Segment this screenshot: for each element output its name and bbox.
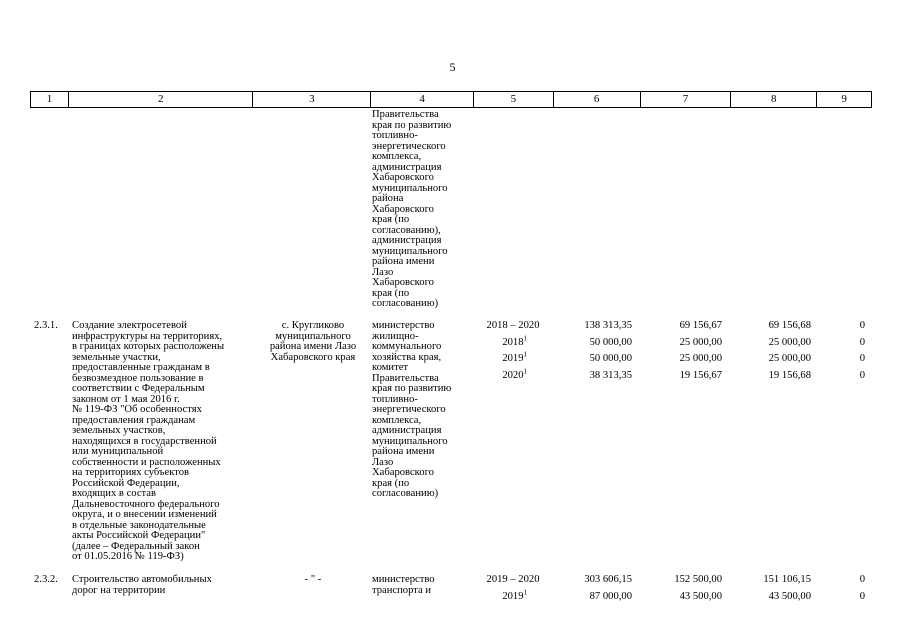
row-other: 0 bbox=[859, 574, 865, 585]
table-header-row bbox=[30, 91, 872, 108]
header-col-7: 7 bbox=[641, 92, 732, 107]
header-col-3: 3 bbox=[253, 92, 371, 107]
row-other: 0 bbox=[859, 353, 865, 364]
row-total: 50 000,00 bbox=[589, 353, 632, 364]
row-executor: министерство жилищно- коммунального хозяйства края, комитет Правительства края по развитию топливно- энергетического комплекса, администрация муниципального района имени Лазо Хабаровского края (по согласованию) bbox=[372, 320, 452, 499]
row-regional: 25 000,00 bbox=[768, 353, 811, 364]
row-regional: 69 156,68 bbox=[768, 320, 811, 331]
row-other: 0 bbox=[859, 320, 865, 331]
header-col-1: 1 bbox=[31, 92, 69, 107]
row-place: - " - bbox=[304, 574, 322, 585]
row-regional: 25 000,00 bbox=[768, 337, 811, 348]
row-total: 303 606,15 bbox=[584, 574, 632, 585]
header-col-2: 2 bbox=[69, 92, 254, 107]
row-federal: 19 156,67 bbox=[679, 370, 722, 381]
row-regional: 151 106,15 bbox=[763, 574, 811, 585]
row-name: Строительство автомобильных дорог на территории bbox=[72, 574, 212, 596]
header-col-4: 4 bbox=[371, 92, 474, 107]
continued-executor-text: Правительства края по развитию топливно- энергетического комплекса, администрация Хабаровского муниципального района Хабаровского края (по согласованию), администрация муниципального района имени Лазо Хабаровского края (по согласованию) bbox=[372, 109, 452, 309]
row-total: 87 000,00 bbox=[589, 591, 632, 602]
row-other: 0 bbox=[859, 591, 865, 602]
row-year: 2020$^1$ bbox=[502, 367, 527, 381]
row-federal: 69 156,67 bbox=[679, 320, 722, 331]
row-other: 0 bbox=[859, 337, 865, 348]
row-total: 38 313,35 bbox=[589, 370, 632, 381]
row-executor: министерство транспорта и bbox=[372, 574, 435, 596]
row-year: 2019$^1$ bbox=[502, 350, 527, 364]
row-federal: 25 000,00 bbox=[679, 353, 722, 364]
row-year: 2019 – 2020 bbox=[486, 574, 540, 585]
page-number: 5 bbox=[449, 60, 456, 74]
row-place: с. Кругликово муниципального района имени Лазо Хабаровского края bbox=[269, 320, 357, 363]
row-other: 0 bbox=[859, 370, 865, 381]
header-col-8: 8 bbox=[731, 92, 817, 107]
row-total: 138 313,35 bbox=[584, 320, 632, 331]
row-federal: 43 500,00 bbox=[679, 591, 722, 602]
header-col-5: 5 bbox=[474, 92, 554, 107]
header-col-6: 6 bbox=[554, 92, 641, 107]
row-total: 50 000,00 bbox=[589, 337, 632, 348]
row-number: 2.3.2. bbox=[34, 574, 58, 585]
row-number: 2.3.1. bbox=[34, 320, 58, 331]
row-regional: 19 156,68 bbox=[768, 370, 811, 381]
row-federal: 152 500,00 bbox=[674, 574, 722, 585]
header-col-9: 9 bbox=[841, 93, 847, 105]
row-year: 2018 – 2020 bbox=[486, 320, 540, 331]
row-regional: 43 500,00 bbox=[768, 591, 811, 602]
row-year: 2018$^1$ bbox=[502, 334, 527, 348]
row-federal: 25 000,00 bbox=[679, 337, 722, 348]
row-year: 2019$^1$ bbox=[502, 588, 527, 602]
row-name: Создание электросетевой инфраструктуры на территориях, в границах которых расположены земельные участки, предоставленные гражданам в безвозмездное пользование в соответствии с Федеральным законом от 1 мая 2016 г. № 119-ФЗ "Об особенностях предоставления гражданам земельных участков, находящихся в государственной или муниципальной собственности и расположенных на территориях субъектов Российской Федерации, входящих в состав Дальневосточного федерального округа, и о внесении изменений в отдельные законодательные акты Российской Федерации" (далее – Федеральный закон от 01.05.2016 № 119-ФЗ) bbox=[72, 320, 225, 562]
